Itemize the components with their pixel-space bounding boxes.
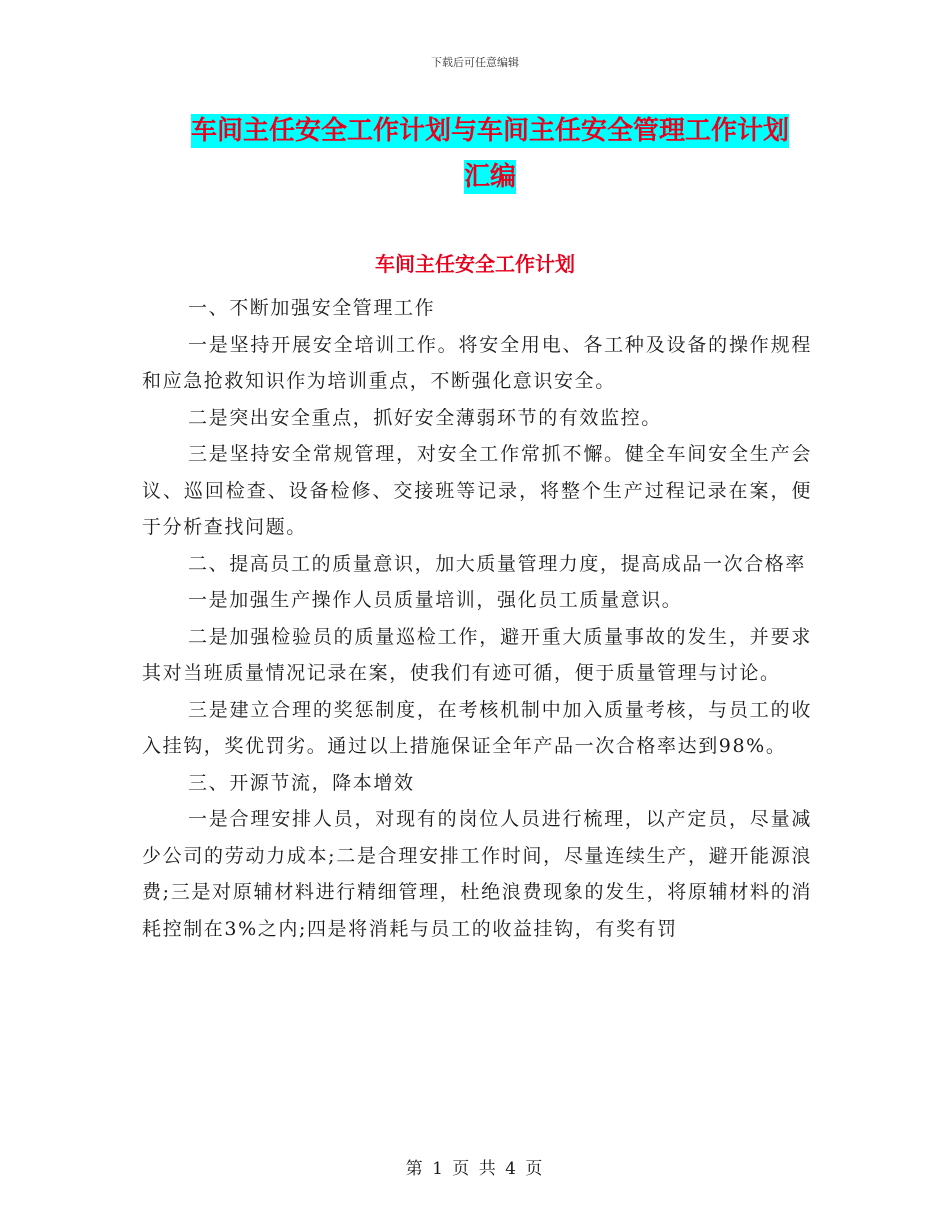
paragraph: 一是坚持开展安全培训工作。将安全用电、各工种及设备的操作规程和应急抢救知识作为培训重点，不断强化意识安全。 (142, 333, 812, 392)
document-title-line-2: 汇编 (463, 162, 516, 192)
paragraph: 一是合理安排人员，对现有的岗位人员进行梳理，以产定员，尽量减少公司的劳动力成本;二是合理安排工作时间，尽量连续生产，避开能源浪费;三是对原辅材料进行精细管理，杜绝浪费现象的发生，将原辅材料的消耗控制在3%之内;四是将消耗与员工的收益挂钩，有奖有罚 (142, 808, 812, 940)
paragraph: 三是坚持安全常规管理，对安全工作常抓不懈。健全车间安全生产会议、巡回检查、设备检修、交接班等记录，将整个生产过程记录在案，便于分析查找问题。 (142, 443, 812, 538)
body-text (142, 290, 812, 947)
document-title (140, 108, 840, 200)
document-title-line-1: 车间主任安全工作计划与车间主任安全管理工作计划 (190, 116, 789, 146)
paragraph: 三、开源节流，降本增效 (188, 771, 415, 794)
section-title: 车间主任安全工作计划 (375, 252, 575, 276)
paragraph: 二是突出安全重点，抓好安全薄弱环节的有效监控。 (188, 406, 662, 429)
paragraph: 一、不断加强安全管理工作 (188, 297, 436, 319)
page-footer: 第 1 页 共 4 页 (405, 1159, 545, 1179)
paragraph: 二、提高员工的质量意识，加大质量管理力度，提高成品一次合格率 (188, 552, 807, 575)
header-note: 下载后可任意编辑 (431, 56, 519, 69)
paragraph: 一是加强生产操作人员质量培训，强化员工质量意识。 (188, 589, 683, 611)
paragraph: 三是建立合理的奖惩制度，在考核机制中加入质量考核，与员工的收入挂钩，奖优罚劣。通过以上措施保证全年产品一次合格率达到98%。 (142, 698, 812, 757)
paragraph: 二是加强检验员的质量巡检工作，避开重大质量事故的发生，并要求其对当班质量情况记录在案，使我们有迹可循，便于质量管理与讨论。 (142, 625, 812, 684)
